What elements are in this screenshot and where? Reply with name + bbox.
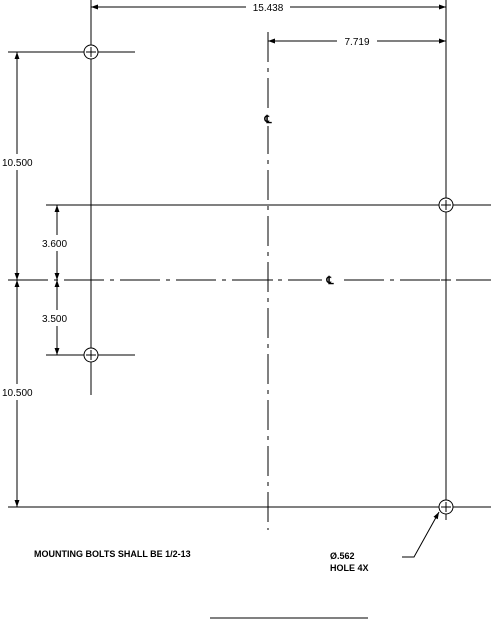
hole-bottom-right (439, 500, 453, 514)
centerline-symbol-horizontal: ℄ (326, 275, 334, 287)
hole-bottom-left (84, 348, 98, 362)
vertical-lines (91, 0, 446, 530)
dimension-lines (17, 7, 446, 507)
dim-half-width: 7.719 (344, 37, 370, 48)
hole-right-upper (439, 198, 453, 212)
dim-upper-offset: 3.600 (42, 239, 68, 250)
horizontal-lines (8, 52, 491, 507)
hole-count-note: HOLE 4X (330, 563, 369, 573)
hole-top-left (84, 45, 98, 59)
mounting-bolts-note: MOUNTING BOLTS SHALL BE 1/2-13 (34, 549, 191, 559)
centerline-symbol-vertical: ℄ (264, 114, 272, 126)
dim-lower-height: 10.500 (2, 388, 33, 399)
hole-diameter-note: Ø.562 (330, 551, 355, 561)
hole-callout-leader (402, 512, 439, 557)
dim-overall-width: 15.438 (252, 3, 284, 14)
dim-lower-offset: 3.500 (42, 314, 68, 325)
dim-upper-height: 10.500 (2, 158, 33, 169)
